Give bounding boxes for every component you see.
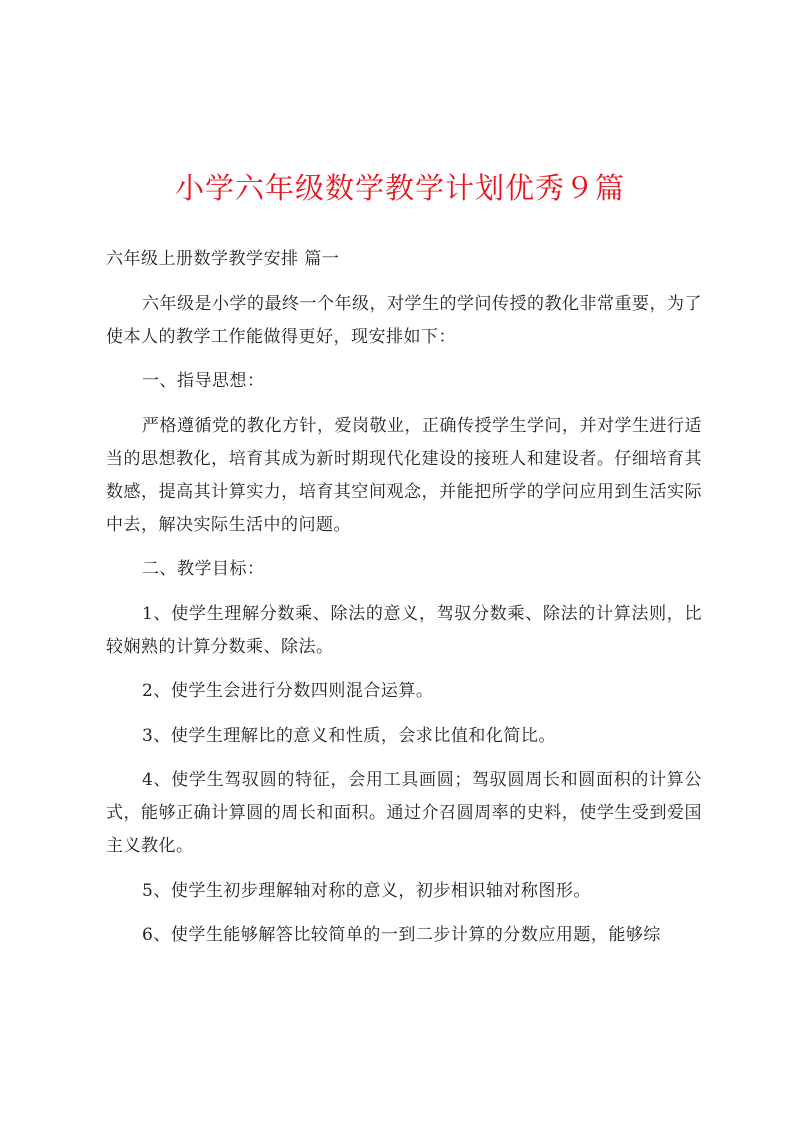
goal-item-3: 3、使学生理解比的意义和性质，会求比值和化简比。 xyxy=(142,725,556,746)
heading-teaching-goals: 二、教学目标： xyxy=(142,559,265,579)
goal-item-6: 6、使学生能够解答比较简单的一到二步计算的分数应用题，能够综 xyxy=(142,925,661,945)
section-subheading: 六年级上册数学教学安排 篇一 xyxy=(106,249,340,269)
paragraph-guiding-thought: 严格遵循党的教化方针，爱岗敬业，正确传授学生学问，并对学生进行适当的思想教化，培育其成为新时期现代化建设的接班人和建设者。仔细培育其数感，提高其计算实力，培育其空间观念，并能把所学的学问应用到生活实际中去，解决实际生活中的问题。 xyxy=(106,415,702,535)
goal-item-1: 1、使学生理解分数乘、除法的意义，驾驭分数乘、除法的计算法则，比较娴熟的计算分数乘、除法。 xyxy=(106,603,702,657)
document-title: 小学六年级数学教学计划优秀９篇 xyxy=(174,171,625,205)
goal-item-4: 4、使学生驾驭圆的特征，会用工具画圆；驾驭圆周长和圆面积的计算公式，能够正确计算圆的周长和面积。通过介召圆周率的史料，使学生受到爱国主义教化。 xyxy=(106,770,702,856)
paragraph-intro: 六年级是小学的最终一个年级，对学生的学问传授的教化非常重要，为了使本人的教学工作能做得更好，现安排如下： xyxy=(106,293,702,347)
document-body xyxy=(106,243,702,964)
goal-item-5: 5、使学生初步理解轴对称的意义，初步相识轴对称图形。 xyxy=(142,880,591,901)
goal-item-2: 2、使学生会进行分数四则混合运算。 xyxy=(142,681,434,701)
heading-guiding-thought: 一、指导思想： xyxy=(142,371,265,391)
